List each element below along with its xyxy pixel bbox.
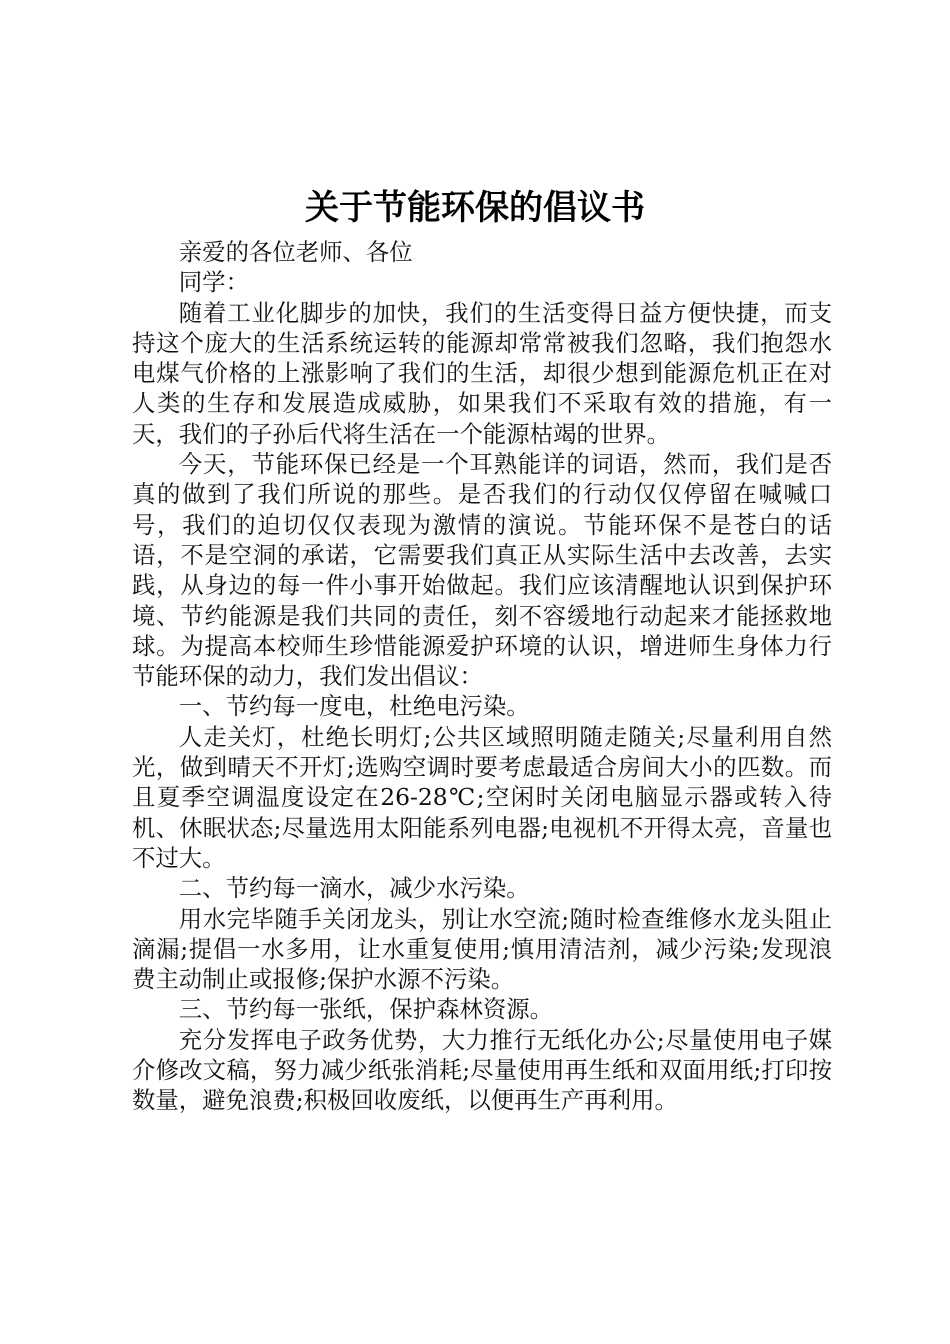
- section-heading: 一、节约每一度电，杜绝电污染。: [178, 692, 530, 721]
- greeting-line: 同学：: [178, 268, 249, 297]
- document-title: 关于节能环保的倡议书: [305, 188, 645, 228]
- body-paragraph: 今天，节能环保已经是一个耳熟能详的词语，然而，我们是否真的做到了我们所说的那些。是否我们的行动仅仅停留在喊喊口号，我们的迫切仅仅表现为激情的演说。节能环保不是苍白的话语，不是空洞的承诺，它需要我们真正从实际生活中去改善，去实践，从身边的每一件小事开始做起。我们应该清醒地认识到保护环境、节约能源是我们共同的责任，刻不容缓地行动起来才能拯救地球。为提高本校师生珍惜能源爱护环境的认识，增进师生身体力行节能环保的动力，我们发出倡议：: [132, 450, 832, 691]
- section-heading: 二、节约每一滴水，减少水污染。: [178, 874, 530, 903]
- body-paragraph: 用水完毕随手关闭龙头，别让水空流;随时检查维修水龙头阻止滴漏;提倡一水多用，让水重复使用;慎用清洁剂，减少污染;发现浪费主动制止或报修;保护水源不污染。: [132, 904, 832, 994]
- body-paragraph: 充分发挥电子政务优势，大力推行无纸化办公;尽量使用电子媒介修改文稿，努力减少纸张消耗;尽量使用再生纸和双面用纸;打印按数量，避免浪费;积极回收废纸，以便再生产再利用。: [132, 1025, 832, 1115]
- greeting-line: 亲爱的各位老师、各位: [178, 238, 413, 266]
- document-body: [132, 237, 832, 1116]
- body-paragraph: 人走关灯，杜绝长明灯;公共区域照明随走随关;尽量利用自然光，做到晴天不开灯;选购空调时要考虑最适合房间大小的匹数。而且夏季空调温度设定在26-28℃;空闲时关闭电脑显示器或转入待机、休眠状态;尽量选用太阳能系列电器;电视机不开得太亮，音量也不过大。: [132, 722, 832, 872]
- body-paragraph: 随着工业化脚步的加快，我们的生活变得日益方便快捷，而支持这个庞大的生活系统运转的能源却常常被我们忽略，我们抱怨水电煤气价格的上涨影响了我们的生活，却很少想到能源危机正在对人类的生存和发展造成威胁，如果我们不采取有效的措施，有一天，我们的子孙后代将生活在一个能源枯竭的世界。: [132, 298, 832, 448]
- section-heading: 三、节约每一张纸，保护森林资源。: [178, 995, 554, 1024]
